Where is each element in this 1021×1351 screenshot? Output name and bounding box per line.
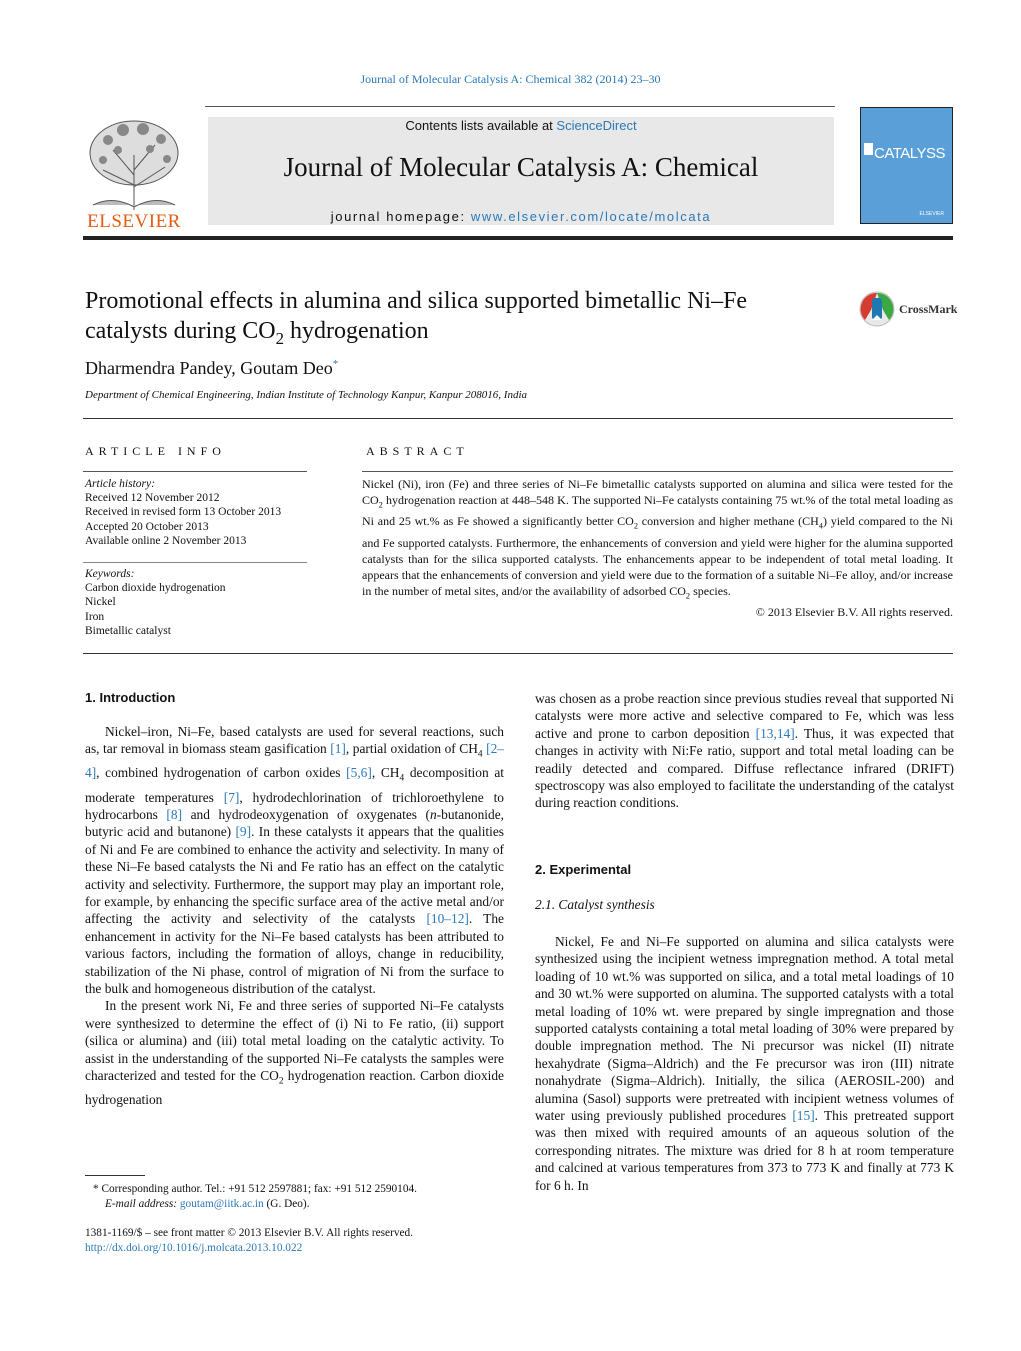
text: Nickel, Fe and Ni–Fe supported on alumina and silica catalysts were synthesized using the incipient wetness impregnation method. A total metal loading of 10 wt.% was supported on silica, and a total metal loadings of 10 and 30 wt.% were supported on alumina. The supported catalysts with a total metal loading of 10% wt. were prepared by single impregnation and those supported catalysts containing a total metal loading of 30% were prepared by double impregnation method. The Ni precursor was nickel (II) nitrate hexahydrate (Sigma–Aldrich) and the Fe precursor was iron (III) nitrate nonahydrate (Sigma–Aldrich). Initially, the silica (AEROSIL-200) and alumina (Sasol) supports were pretreated with incipient wetness volumes of water using previously published procedures <box>535 934 954 1124</box>
text: , hydrodechlorination of trichloroethylene to hydrocarbons <box>85 789 504 822</box>
keywords <box>85 567 226 638</box>
text: , combined hydrogenation of carbon oxides <box>96 765 347 781</box>
citation-link[interactable]: [13,14] <box>755 725 795 741</box>
sciencedirect-link[interactable]: ScienceDirect <box>556 118 637 133</box>
copyright: © 2013 Elsevier B.V. All rights reserved. <box>755 605 953 620</box>
affiliation: Department of Chemical Engineering, Indian Institute of Technology Kanpur, Kanpur 208016, India <box>85 389 528 401</box>
crossmark-label: CrossMark <box>899 302 958 316</box>
article-title-line-2 <box>85 316 855 354</box>
crossmark-icon <box>858 290 896 328</box>
left-column <box>85 723 504 1109</box>
footnote-rule <box>85 1175 145 1176</box>
citation-link[interactable]: [10–12] <box>426 911 469 927</box>
history-item: Received 12 November 2012 <box>85 492 220 505</box>
subscript: 2 <box>378 500 383 510</box>
abstract-part: species. <box>690 583 731 598</box>
citation-link[interactable]: [2–4] <box>85 741 504 781</box>
crossmark-badge[interactable] <box>858 290 958 330</box>
text: , partial oxidation of CH <box>345 741 478 757</box>
abstract-part: hydrogenation reaction at 448–548 K. The supported Ni–Fe catalysts containing 75 wt.% of the total metal loading as Ni and 25 wt.% as Fe showed a significantly better CO <box>362 493 953 529</box>
subscript: 4 <box>477 750 483 761</box>
citation-link[interactable]: [8] <box>166 806 183 822</box>
experimental-heading: 2. Experimental <box>535 862 632 877</box>
top-rule <box>205 106 835 107</box>
authors <box>85 358 338 379</box>
abstract-text <box>362 476 953 620</box>
abstract-part: Nickel (Ni), iron (Fe) and three series of Ni–Fe bimetallic catalysts supported on alumina and silica were tested for the CO <box>362 477 953 507</box>
rule <box>83 653 953 654</box>
journal-title: Journal of Molecular Catalysis A: Chemical <box>283 152 759 182</box>
author-names: Dharmendra Pandey, Goutam Deo <box>85 358 333 378</box>
text: hydrogenation reaction. Carbon dioxide hydrogenation <box>85 1068 505 1108</box>
keyword: Iron <box>85 610 105 623</box>
email-note <box>85 1197 504 1212</box>
citation-link[interactable]: [1] <box>330 741 346 757</box>
title-subscript: 2 <box>275 328 285 348</box>
intro-paragraph-2 <box>85 997 504 1108</box>
subscript: 2 <box>685 591 691 601</box>
history-item: Accepted 20 October 2013 <box>85 520 209 533</box>
email-link[interactable]: goutam@iitk.ac.in <box>179 1197 264 1210</box>
article-title-line-1: Promotional effects in alumina and silica supported bimetallic Ni–Fe <box>85 288 748 314</box>
journal-cover <box>860 107 953 224</box>
journal-reference[interactable]: Journal of Molecular Catalysis A: Chemical 382 (2014) 23–30 <box>360 72 661 86</box>
rule <box>83 418 953 419</box>
text: . This pretreated support was then mixed with required amounts of an aqueous solution of the corresponding nitrates. The mixture was dried for 8 h at room temperature and calcined at various temperatures from 373 to 773 K and finally at 773 K for 6 h. In <box>535 1108 955 1193</box>
text: . Thus, it was expected that changes in activity with Ni:Fe ratio, support and total metal loading can be readily detected and compared. Diffuse reflectance infrared (DRIFT) spectroscopy was also employed to facilitate the understanding of the catalyst during reaction conditions. <box>535 725 955 811</box>
citation-link[interactable]: [7] <box>223 789 240 805</box>
contents-prefix: Contents lists available at <box>405 118 557 133</box>
header-thick-rule <box>83 236 953 240</box>
email-suffix: (G. Deo). <box>263 1197 310 1210</box>
right-column-intro <box>535 690 954 812</box>
keyword: Carbon dioxide hydrogenation <box>85 582 226 595</box>
rule <box>83 471 307 472</box>
keyword: Nickel <box>85 596 116 609</box>
intro-paragraph-1 <box>85 723 504 997</box>
keyword: Bimetallic catalyst <box>85 624 171 637</box>
text: Nickel–iron, Ni–Fe, based catalysts are used for several reactions, such as, tar removal in biomass steam gasification <box>85 724 504 757</box>
text: -butanonide, butyric acid and butanone) <box>85 806 504 840</box>
citation-link[interactable]: [15] <box>792 1108 815 1124</box>
abstract-heading: ABSTRACT <box>366 444 469 458</box>
rule <box>362 471 953 472</box>
elsevier-wordmark: ELSEVIER <box>87 211 181 232</box>
elsevier-logo <box>83 115 185 230</box>
right-column-experimental <box>535 933 954 1194</box>
text: . The enhancement in activity for the Ni–Fe based catalysts has been attributed to various factors, including the formation of alloys, change in reducibility, stabilization of the Ni phase, control of migration of Ni from the surface to the bulk and homogeneous distribution of the catalyst. <box>85 911 504 997</box>
front-matter <box>85 1226 504 1255</box>
history-item: Available online 2 November 2013 <box>85 534 247 547</box>
citation-link[interactable]: [9] <box>235 824 252 840</box>
issn-line: 1381-1169/$ – see front matter © 2013 Elsevier B.V. All rights reserved. <box>85 1227 413 1239</box>
corresponding-author-note: * Corresponding author. Tel.: +91 512 2597881; fax: +91 512 2590104. <box>93 1183 417 1195</box>
italic-text: n <box>429 806 437 822</box>
subscript: 4 <box>399 774 405 785</box>
cover-title: CATALYSS <box>874 145 946 162</box>
svg-text:ELSEVIER: ELSEVIER <box>919 211 944 217</box>
homepage-prefix: journal homepage: <box>330 209 471 224</box>
corresponding-author-mark[interactable]: * <box>332 358 339 370</box>
article-title <box>85 286 855 354</box>
article-info-heading: ARTICLE INFO <box>85 444 226 458</box>
subscript: 2 <box>278 1076 284 1087</box>
abstract-part: conversion and higher methane (CH <box>638 514 819 529</box>
abstract-part: ) yield compared to the Ni and Fe supported catalysts. Furthermore, the enhancements of conversion and yield were higher for the alumina supported catalysts than for the silica supported catalysts. The enhancements appear to be independent of total metal loading. It appears that the enhancements of conversion and yield were due to the formation of a suitable Ni–Fe alloy, and/or increase in the number of metal sites, and/or the availability of adsorbed CO <box>362 514 954 598</box>
text: In the present work Ni, Fe and three series of supported Ni–Fe catalysts were synthesized to determine the effect of (i) Ni to Fe ratio, (ii) support (silica or alumina) and (iii) total metal loading on the catalytic activity. To assist in the understanding of the supported Ni–Fe catalysts the samples were characterized and tested for the CO <box>85 998 504 1084</box>
footnotes <box>85 1182 504 1211</box>
history-label: Article history: <box>85 478 155 490</box>
keywords-label: Keywords: <box>85 568 135 580</box>
citation-link[interactable]: [5,6] <box>346 765 372 781</box>
title-part: hydrogenation <box>284 318 429 344</box>
text: was chosen as a probe reaction since previous studies reveal that supported Ni catalysts were more active and selective compared to Fe, which was less active and prone to carbon deposition <box>535 691 954 741</box>
doi-link[interactable]: http://dx.doi.org/10.1016/j.molcata.2013.10.022 <box>85 1241 303 1254</box>
homepage-link[interactable]: www.elsevier.com/locate/molcata <box>470 209 712 224</box>
experimental-paragraph <box>535 933 954 1194</box>
text: decomposition at moderate temperatures <box>85 765 504 805</box>
catalyst-synthesis-heading: 2.1. Catalyst synthesis <box>535 897 655 912</box>
intro-paragraph-2-continued <box>535 690 954 812</box>
subscript: 4 <box>818 521 823 531</box>
text: , CH <box>371 765 400 781</box>
history-item: Received in revised form 13 October 2013 <box>85 506 282 519</box>
journal-homepage <box>208 209 834 224</box>
text: and hydrodeoxygenation of oxygenates ( <box>182 806 430 822</box>
subscript: 2 <box>633 521 639 531</box>
introduction-heading: 1. Introduction <box>85 690 176 705</box>
email-label: E-mail address: <box>105 1197 180 1210</box>
contents-line <box>208 118 834 133</box>
text: . In these catalysts it appears that the qualities of Ni and Fe are combined to enhance the activity and selectivity. In many of these Ni–Fe based catalysts the Ni and Fe ratio has an effect on the catalytic activity and selectivity. Furthermore, the support may play an important role, for example, by enhancing the specific surface area of the active metal and/or affecting the activity and selectivity of the catalysts <box>85 824 505 927</box>
article-history <box>85 477 281 548</box>
title-part: catalysts during CO <box>85 318 276 344</box>
rule <box>83 562 307 563</box>
